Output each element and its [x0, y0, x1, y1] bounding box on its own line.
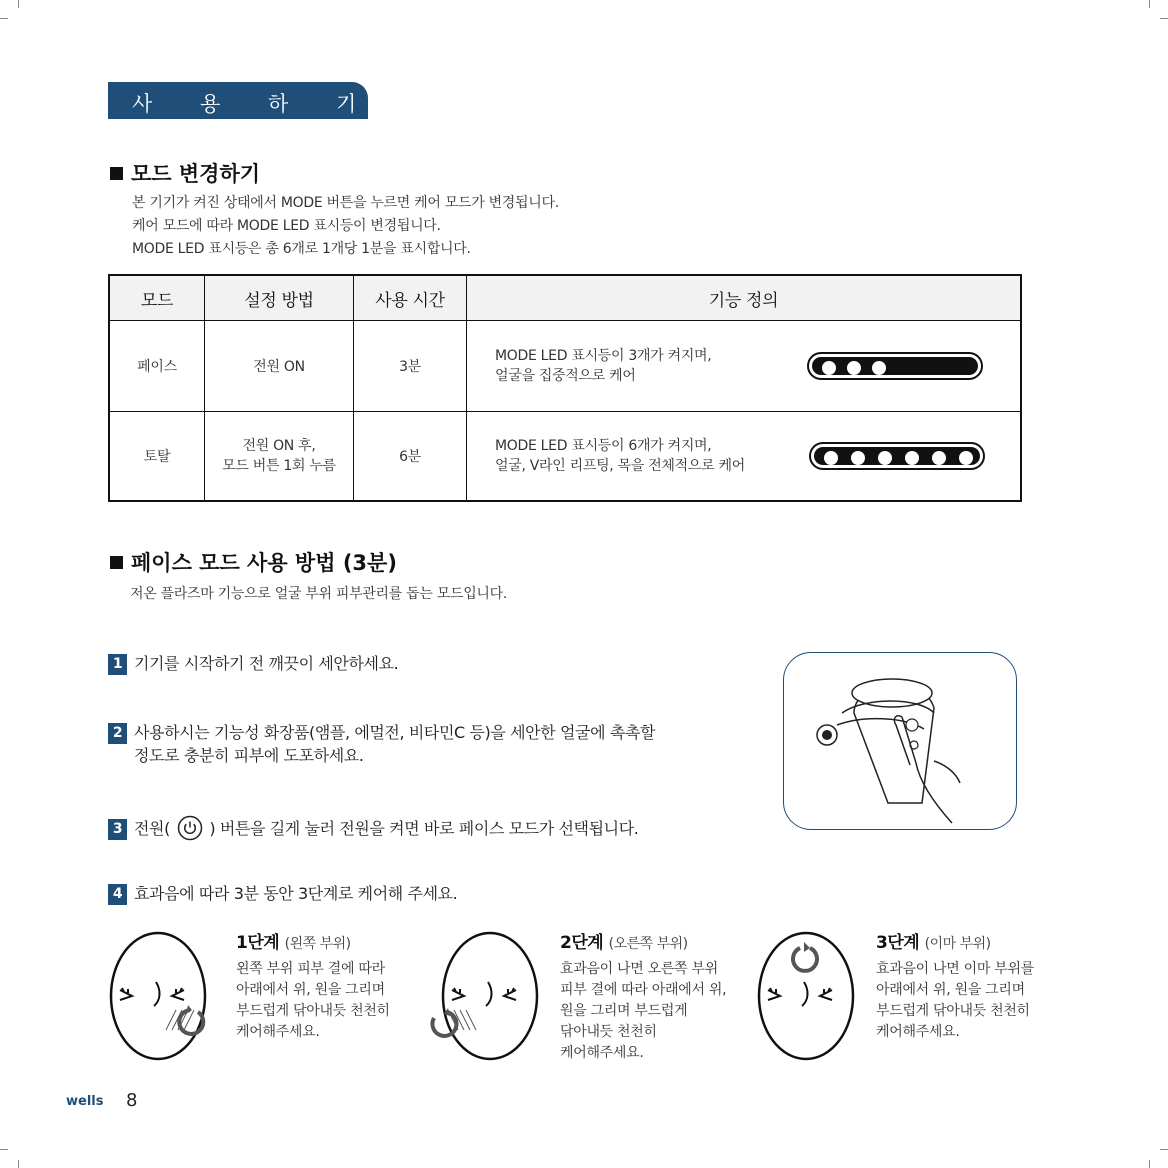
table-row [109, 321, 1021, 412]
function-text: 얼굴을 집중적으로 케어 [495, 368, 636, 384]
mode-change-description [132, 192, 559, 261]
stage-line: 부드럽게 닦아내듯 천천히 [876, 1003, 1030, 1019]
mode-cell: 페이스 [109, 321, 205, 412]
function-text: MODE LED 표시등이 6개가 켜지며, [495, 438, 712, 454]
setting-cell [205, 412, 354, 502]
square-bullet-icon [110, 167, 123, 180]
function-text: 얼굴, V라인 리프팅, 목을 전체적으로 케어 [495, 458, 745, 474]
stage-area: (오른쪽 부위) [608, 936, 688, 952]
step-number-badge: 3 [108, 819, 127, 840]
square-bullet-icon [110, 556, 123, 569]
time-cell: 3분 [354, 321, 467, 412]
stage-line: 부드럽게 닦아내듯 천천히 [236, 1003, 390, 1019]
device-illustration [784, 653, 1016, 829]
stage-line: 아래에서 위, 원을 그리며 [236, 982, 385, 998]
section-title-text: 페이스 모드 사용 방법 (3분) [131, 551, 397, 575]
column-header: 기능 정의 [467, 275, 1022, 321]
led-on-icon [959, 451, 973, 465]
face-illustration-right [420, 930, 554, 1064]
step-text: 전원( [134, 819, 170, 838]
crop-mark [0, 18, 8, 19]
banner-char: 기 [336, 92, 357, 116]
time-cell: 6분 [354, 412, 467, 502]
stage-line: 원을 그리며 부드럽게 [560, 1003, 688, 1019]
section-banner [108, 82, 368, 119]
stage-1 [236, 928, 390, 1043]
led-bar-body [812, 357, 978, 375]
stage-title [876, 928, 1034, 953]
step-3 [108, 815, 638, 841]
section-title-text: 모드 변경하기 [131, 162, 261, 186]
crop-mark [0, 1149, 8, 1150]
step-text: 사용하시는 기능성 화장품(앰플, 에멀전, 비타민C 등)을 세안한 얼굴에 촉촉할 [134, 723, 655, 742]
led-on-icon [878, 451, 892, 465]
stage-line: 왼쪽 부위 피부 결에 따라 [236, 961, 385, 977]
banner-char: 용 [200, 92, 221, 116]
stage-line: 케어해주세요. [236, 1024, 320, 1040]
led-bar-body [814, 447, 980, 465]
stage-number: 2단계 [560, 933, 604, 953]
led-indicator-bar [809, 442, 985, 470]
stage-description [236, 959, 390, 1043]
stage-line: 효과음이 나면 오른쪽 부위 [560, 961, 718, 977]
stage-description [560, 959, 726, 1064]
description-line: MODE LED 표시등은 총 6개로 1개당 1분을 표시합니다. [132, 241, 471, 257]
page-number: 8 [126, 1090, 138, 1111]
section-title-mode-change [110, 158, 260, 188]
face-illustration-left [106, 930, 226, 1064]
mode-table [108, 274, 1022, 502]
step-text: 기기를 시작하기 전 깨끗이 세안하세요. [134, 654, 399, 673]
crop-mark [1160, 18, 1168, 19]
stage-title [560, 928, 726, 953]
stage-line: 피부 결에 따라 아래에서 위, [560, 982, 727, 998]
column-header: 설정 방법 [205, 275, 354, 321]
device-illustration-frame [783, 652, 1017, 830]
description-line: 본 기기가 켜진 상태에서 MODE 버튼을 누르면 케어 모드가 변경됩니다. [132, 195, 559, 211]
step-1 [108, 651, 398, 675]
led-on-icon [932, 451, 946, 465]
step-number-badge: 1 [108, 654, 127, 675]
setting-text: 모드 버튼 1회 누름 [222, 458, 336, 474]
face-illustration-forehead [754, 930, 874, 1064]
crop-mark [18, 1160, 19, 1168]
stage-area: (이마 부위) [924, 936, 991, 952]
led-on-icon [905, 451, 919, 465]
table-row [109, 412, 1021, 502]
crop-mark [1149, 0, 1150, 8]
led-on-icon [872, 361, 886, 375]
stage-line: 케어해주세요. [876, 1024, 960, 1040]
led-indicator-bar [807, 352, 983, 380]
table-header-row [109, 275, 1021, 321]
description-line: 케어 모드에 따라 MODE LED 표시등이 변경됩니다. [132, 218, 441, 234]
face-mode-subtitle: 저온 플라즈마 기능으로 얼굴 부위 피부관리를 돕는 모드입니다. [130, 586, 508, 602]
brand-logo: wells [66, 1094, 104, 1109]
step-text: 효과음에 따라 3분 동안 3단계로 케어해 주세요. [134, 884, 458, 903]
step-text: ) 버튼을 길게 눌러 전원을 켜면 바로 페이스 모드가 선택됩니다. [209, 819, 639, 838]
column-header: 모드 [109, 275, 205, 321]
step-number-badge: 2 [108, 723, 127, 744]
section-title-face-mode [110, 547, 397, 577]
step-number-badge: 4 [108, 884, 127, 905]
setting-text: 전원 ON [253, 359, 305, 375]
stage-number: 3단계 [876, 933, 920, 953]
banner-char: 사 [132, 92, 153, 116]
crop-mark [1160, 1149, 1168, 1150]
step-4 [108, 881, 457, 905]
stage-line: 케어해주세요. [560, 1045, 644, 1061]
power-icon [177, 815, 203, 841]
stage-area: (왼쪽 부위) [284, 936, 351, 952]
stage-title [236, 928, 390, 953]
mode-cell: 토탈 [109, 412, 205, 502]
led-on-icon [824, 451, 838, 465]
stage-line: 아래에서 위, 원을 그리며 [876, 982, 1025, 998]
step-text: 정도로 충분히 피부에 도포하세요. [134, 746, 364, 765]
stage-description [876, 959, 1034, 1043]
stage-3 [876, 928, 1034, 1043]
banner-char: 하 [268, 92, 289, 116]
stage-2 [560, 928, 726, 1064]
led-on-icon [822, 361, 836, 375]
led-on-icon [851, 451, 865, 465]
function-cell [467, 321, 1022, 412]
function-text: MODE LED 표시등이 3개가 켜지며, [495, 348, 712, 364]
stage-line: 닦아내듯 천천히 [560, 1024, 657, 1040]
step-2 [108, 721, 655, 767]
column-header: 사용 시간 [354, 275, 467, 321]
setting-text: 전원 ON 후, [242, 438, 316, 454]
setting-cell [205, 321, 354, 412]
crop-mark [1149, 1160, 1150, 1168]
led-on-icon [847, 361, 861, 375]
stage-number: 1단계 [236, 933, 280, 953]
function-cell [467, 412, 1022, 502]
crop-mark [18, 0, 19, 8]
stage-line: 효과음이 나면 이마 부위를 [876, 961, 1034, 977]
